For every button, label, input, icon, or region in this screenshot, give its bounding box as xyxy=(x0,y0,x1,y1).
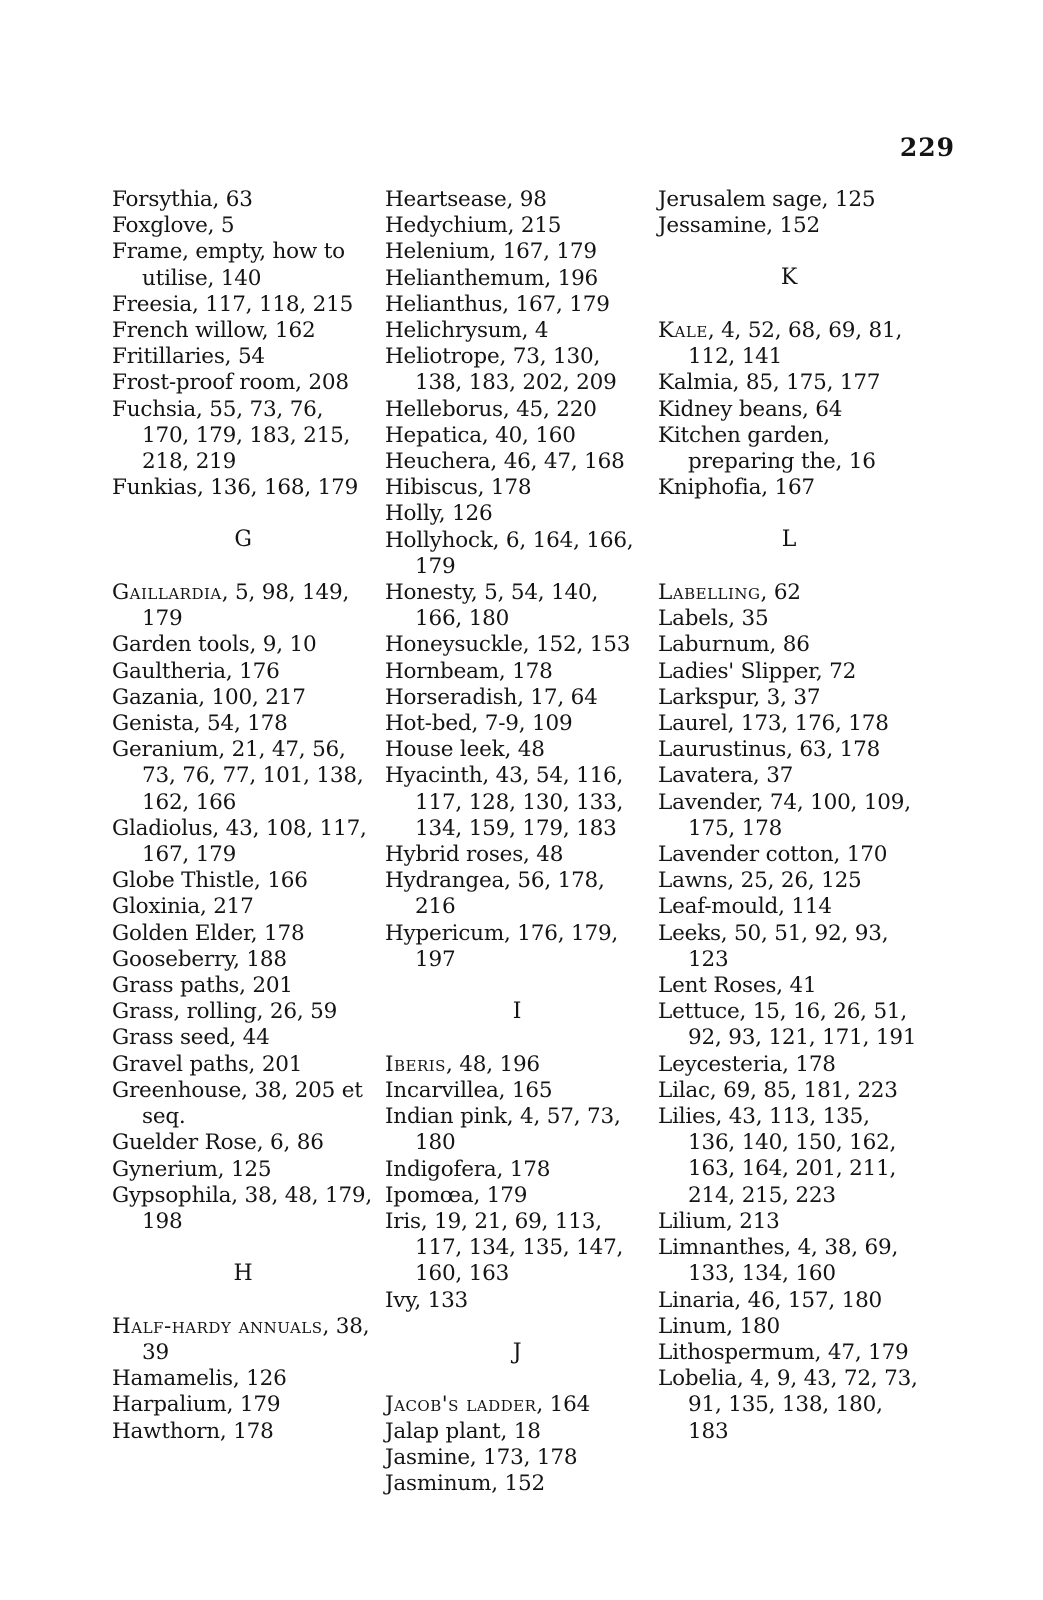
index-entry-text: Limnanthes, 4, 38, 69, 133, 134, 160 xyxy=(658,1235,899,1287)
index-entry xyxy=(112,737,374,816)
index-entry-text: Grass, rolling, 26, 59 xyxy=(112,999,338,1025)
index-entry xyxy=(385,449,649,475)
index-entry xyxy=(385,1157,649,1183)
index-entry-text: Iris, 19, 21, 69, 113, 117, 134, 135, 147, 160, 163 xyxy=(385,1208,624,1287)
index-entry xyxy=(112,475,374,501)
index-entry xyxy=(385,344,649,396)
index-entry-text: Foxglove, 5 xyxy=(112,213,235,239)
section-letter: J xyxy=(512,1339,522,1365)
index-entry-text: , 164 xyxy=(536,1392,591,1418)
index-entry-text: Lilies, 43, 113, 135, 136, 140, 150, 162, 163, 164, 201, 211, 214, 215, 223 xyxy=(658,1104,897,1208)
index-entry-lead: Labelling xyxy=(658,580,761,606)
index-entry xyxy=(658,1235,920,1287)
index-entry-text: Greenhouse, 38, 205 et seq. xyxy=(112,1077,363,1130)
index-entry xyxy=(385,528,649,580)
index-entry xyxy=(658,423,920,475)
index-entry xyxy=(658,685,920,711)
index-entry-text: Indigofera, 178 xyxy=(385,1156,551,1182)
index-entry xyxy=(658,475,920,501)
index-entry xyxy=(112,1130,374,1156)
index-entry-text: Fuchsia, 55, 73, 76, 170, 179, 183, 215, 218, 219 xyxy=(112,396,351,475)
index-entry-text: House leek, 48 xyxy=(385,737,545,763)
index-entry xyxy=(385,1078,649,1104)
index-entry xyxy=(385,737,649,763)
index-entry xyxy=(658,790,920,842)
index-entry-text: Genista, 54, 178 xyxy=(112,711,288,737)
index-entry xyxy=(385,842,649,868)
index-entry-text: Jalap plant, 18 xyxy=(385,1418,541,1444)
index-entry xyxy=(112,370,374,396)
index-entry xyxy=(112,921,374,947)
index-entry xyxy=(112,239,374,291)
index-entry-text: Jasmine, 173, 178 xyxy=(385,1444,578,1470)
index-entry xyxy=(385,921,649,973)
index-entry xyxy=(658,921,920,973)
index-entry-text: , 38, 39 xyxy=(142,1313,370,1365)
index-entry xyxy=(385,397,649,423)
index-entry-text: Gladiolus, 43, 108, 117, 167, 179 xyxy=(112,815,367,868)
index-entry-lead: Half-hardy annuals xyxy=(112,1313,323,1339)
index-entry xyxy=(658,1340,920,1366)
index-entry xyxy=(112,894,374,920)
index-entry xyxy=(385,763,649,842)
index-entry xyxy=(658,868,920,894)
index-entry-text: Hepatica, 40, 160 xyxy=(385,422,576,448)
index-entry-text: Holly, 126 xyxy=(385,501,493,527)
section-letter: K xyxy=(780,265,798,291)
index-entry-text: Grass paths, 201 xyxy=(112,973,293,999)
index-entry xyxy=(112,1078,374,1130)
index-entry xyxy=(112,947,374,973)
index-entry-text: Frame, empty, how to utilise, 140 xyxy=(112,239,345,291)
index-entry-text: Gypsophila, 38, 48, 179, 198 xyxy=(112,1182,373,1234)
index-entry xyxy=(112,1419,374,1445)
index-entry xyxy=(112,1366,374,1392)
index-entry xyxy=(658,1052,920,1078)
index-entry-text: French willow, 162 xyxy=(112,318,316,344)
index-entry-text: Lithospermum, 47, 179 xyxy=(658,1339,909,1365)
index-entry-text: Linaria, 46, 157, 180 xyxy=(658,1287,883,1313)
index-column-3 xyxy=(658,187,920,1445)
index-entry-text: Hedychium, 215 xyxy=(385,213,562,239)
index-entry xyxy=(112,999,374,1025)
index-entry-text: Gaultheria, 176 xyxy=(112,658,280,684)
index-entry-text: Lilium, 213 xyxy=(658,1208,780,1234)
index-entry-text: Horseradish, 17, 64 xyxy=(385,684,598,710)
index-entry-text: Jessamine, 152 xyxy=(658,213,820,239)
index-entry xyxy=(658,187,920,213)
index-entry xyxy=(385,423,649,449)
index-entry xyxy=(112,685,374,711)
index-entry xyxy=(385,659,649,685)
index-entry-text: Hawthorn, 178 xyxy=(112,1418,274,1444)
index-entry-text: Guelder Rose, 6, 86 xyxy=(112,1130,324,1156)
index-entry xyxy=(112,397,374,476)
index-entry xyxy=(385,868,649,920)
index-entry-lead: Kale xyxy=(658,318,708,343)
index-entry-text: Forsythia, 63 xyxy=(112,187,253,212)
index-entry-lead: Iberis xyxy=(385,1051,446,1077)
index-entry-text: Funkias, 136, 168, 179 xyxy=(112,475,359,501)
index-entry xyxy=(112,659,374,685)
index-entry-text: , 48, 196 xyxy=(445,1051,540,1077)
index-entry-text: Helianthemum, 196 xyxy=(385,265,599,291)
index-entry xyxy=(658,1209,920,1235)
index-entry-text: , 5, 98, 149, 179 xyxy=(142,580,350,632)
index-entry-text: Gravel paths, 201 xyxy=(112,1051,303,1077)
index-entry-text: Laurustinus, 63, 178 xyxy=(658,737,881,763)
index-column-1 xyxy=(112,187,374,1445)
index-entry-text: Lettuce, 15, 16, 26, 51, 92, 93, 121, 171, 191 xyxy=(658,999,917,1051)
index-entry xyxy=(112,1157,374,1183)
index-entry-text: Hollyhock, 6, 164, 166, 179 xyxy=(385,527,634,579)
index-column-2 xyxy=(385,187,649,1497)
index-entry xyxy=(112,344,374,370)
index-entry xyxy=(658,1078,920,1104)
index-entry-text: Kidney beans, 64 xyxy=(658,396,843,422)
index-entry xyxy=(658,397,920,423)
index-entry-text: Geranium, 21, 47, 56, 73, 76, 77, 101, 138, 162, 166 xyxy=(112,737,364,815)
page-number: 229 xyxy=(899,133,955,162)
index-entry xyxy=(385,711,649,737)
index-entry-text: Helianthus, 167, 179 xyxy=(385,291,610,317)
index-entry-text: Lent Roses, 41 xyxy=(658,973,817,999)
section-letter: G xyxy=(234,527,252,553)
index-entry xyxy=(385,1419,649,1445)
index-entry xyxy=(385,685,649,711)
index-entry-text: Ladies' Slipper, 72 xyxy=(658,658,857,684)
index-entry-text: Laburnum, 86 xyxy=(658,632,810,658)
index-entry-text: Honeysuckle, 152, 153 xyxy=(385,632,631,658)
index-entry-text: Frost-proof room, 208 xyxy=(112,370,349,396)
index-entry-text: Gooseberry, 188 xyxy=(112,946,287,972)
index-entry-text: Globe Thistle, 166 xyxy=(112,868,308,894)
index-entry-text: Laurel, 173, 176, 178 xyxy=(658,711,889,737)
index-entry xyxy=(112,816,374,868)
index-entry-text: Hybrid roses, 48 xyxy=(385,842,564,868)
index-entry xyxy=(658,973,920,999)
index-entry xyxy=(385,1392,649,1418)
index-entry-text: Indian pink, 4, 57, 73, 180 xyxy=(385,1104,621,1156)
index-entry-text: Leeks, 50, 51, 92, 93, 123 xyxy=(658,920,889,972)
index-entry-text: Helleborus, 45, 220 xyxy=(385,396,597,422)
index-entry xyxy=(658,711,920,737)
index-entry xyxy=(112,632,374,658)
index-entry xyxy=(658,763,920,789)
index-entry xyxy=(385,318,649,344)
index-entry xyxy=(112,711,374,737)
index-entry xyxy=(658,580,920,606)
index-entry xyxy=(112,580,374,632)
index-entry xyxy=(385,1445,649,1471)
index-entry-text: Fritillaries, 54 xyxy=(112,344,265,370)
index-entry xyxy=(112,292,374,318)
index-entry xyxy=(385,1471,649,1497)
index-entry xyxy=(385,213,649,239)
index-entry-text: Heliotrope, 73, 130, 138, 183, 202, 209 xyxy=(385,344,617,396)
index-entry xyxy=(658,737,920,763)
index-entry xyxy=(658,1288,920,1314)
index-entry-text: Garden tools, 9, 10 xyxy=(112,632,317,658)
index-entry-text: Golden Elder, 178 xyxy=(112,920,305,946)
index-entry xyxy=(658,606,920,632)
index-entry-text: Hornbeam, 178 xyxy=(385,658,553,684)
index-entry-text: Gloxinia, 217 xyxy=(112,894,254,920)
index-entry-text: Lavender cotton, 170 xyxy=(658,842,888,868)
index-entry-text: Ipomœa, 179 xyxy=(385,1182,528,1208)
index-entry xyxy=(385,266,649,292)
index-entry xyxy=(658,1314,920,1340)
index-entry-text: Hamamelis, 126 xyxy=(112,1366,287,1392)
index-entry xyxy=(385,292,649,318)
index-entry xyxy=(385,1183,649,1209)
index-entry xyxy=(658,632,920,658)
index-entry xyxy=(385,632,649,658)
index-entry xyxy=(658,1366,920,1445)
index-entry xyxy=(658,318,920,370)
index-entry-text: Gynerium, 125 xyxy=(112,1156,272,1182)
index-entry xyxy=(112,868,374,894)
index-entry-text: Helichrysum, 4 xyxy=(385,318,549,344)
index-entry xyxy=(112,1183,374,1235)
index-entry-text: Jasminum, 152 xyxy=(385,1470,545,1496)
index-entry-text: Hydrangea, 56, 178, 216 xyxy=(385,868,605,920)
index-entry-text: Ivy, 133 xyxy=(385,1287,469,1313)
index-entry-text: Honesty, 5, 54, 140, 166, 180 xyxy=(385,580,599,632)
index-entry xyxy=(112,1052,374,1078)
index-entry-text: Heartsease, 98 xyxy=(385,187,547,212)
section-letter: I xyxy=(512,999,522,1025)
index-entry-text: Lilac, 69, 85, 181, 223 xyxy=(658,1077,898,1103)
index-entry-text: Gazania, 100, 217 xyxy=(112,684,306,710)
section-letter: L xyxy=(781,527,797,553)
index-entry-text: , 62 xyxy=(760,580,801,606)
index-entry-text: Incarvillea, 165 xyxy=(385,1077,553,1103)
index-entry-text: Larkspur, 3, 37 xyxy=(658,684,821,710)
index-entry-text: Lavender, 74, 100, 109, 175, 178 xyxy=(658,789,911,841)
index-entry xyxy=(385,1052,649,1078)
index-entry xyxy=(385,501,649,527)
index-entry-text: Helenium, 167, 179 xyxy=(385,239,597,265)
index-entry xyxy=(658,1104,920,1209)
index-entry xyxy=(385,1288,649,1314)
index-entry xyxy=(385,1104,649,1156)
index-entry-text: Leycesteria, 178 xyxy=(658,1051,836,1077)
index-entry-text: Linum, 180 xyxy=(658,1313,780,1339)
index-entry-text: Grass seed, 44 xyxy=(112,1025,270,1051)
index-entry-text: Heuchera, 46, 47, 168 xyxy=(385,449,625,475)
index-entry-text: Hypericum, 176, 179, 197 xyxy=(385,920,619,972)
index-entry xyxy=(385,239,649,265)
index-entry xyxy=(112,318,374,344)
index-entry xyxy=(658,213,920,239)
index-entry xyxy=(658,999,920,1051)
index-entry-lead: Jacob's ladder xyxy=(385,1392,537,1418)
index-entry-text: Leaf-mould, 114 xyxy=(658,894,832,920)
index-entry xyxy=(112,1025,374,1051)
index-entry-text: Harpalium, 179 xyxy=(112,1392,281,1418)
index-entry-text: Lobelia, 4, 9, 43, 72, 73, 91, 135, 138, 180, 183 xyxy=(658,1366,918,1444)
index-entry xyxy=(112,1392,374,1418)
index-entry xyxy=(385,580,649,632)
index-entry-text: Lawns, 25, 26, 125 xyxy=(658,868,862,894)
index-entry xyxy=(658,659,920,685)
index-entry-text: Kniphofia, 167 xyxy=(658,475,815,501)
index-entry-text: Lavatera, 37 xyxy=(658,763,794,789)
index-entry-text: Hot-bed, 7-9, 109 xyxy=(385,711,573,737)
index-entry-text: Hyacinth, 43, 54, 116, 117, 128, 130, 133, 134, 159, 179, 183 xyxy=(385,763,624,841)
index-entry-text: , 4, 52, 68, 69, 81, 112, 141 xyxy=(688,318,903,370)
index-entry xyxy=(112,973,374,999)
index-entry-text: Kalmia, 85, 175, 177 xyxy=(658,370,881,396)
index-entry xyxy=(658,842,920,868)
index-entry xyxy=(385,1209,649,1288)
index-entry-text: Jerusalem sage, 125 xyxy=(658,187,876,212)
index-entry xyxy=(658,370,920,396)
index-entry xyxy=(112,187,374,213)
index-entry xyxy=(658,894,920,920)
index-entry-text: Kitchen garden, preparing the, 16 xyxy=(658,422,876,475)
index-entry xyxy=(112,1314,374,1366)
index-entry xyxy=(112,213,374,239)
section-letter: H xyxy=(233,1261,253,1287)
index-entry-text: Hibiscus, 178 xyxy=(385,475,532,501)
index-entry-text: Labels, 35 xyxy=(658,606,769,632)
index-entry-lead: Gaillardia xyxy=(112,580,222,606)
index-entry-text: Freesia, 117, 118, 215 xyxy=(112,291,354,317)
index-entry xyxy=(385,475,649,501)
index-entry xyxy=(385,187,649,213)
